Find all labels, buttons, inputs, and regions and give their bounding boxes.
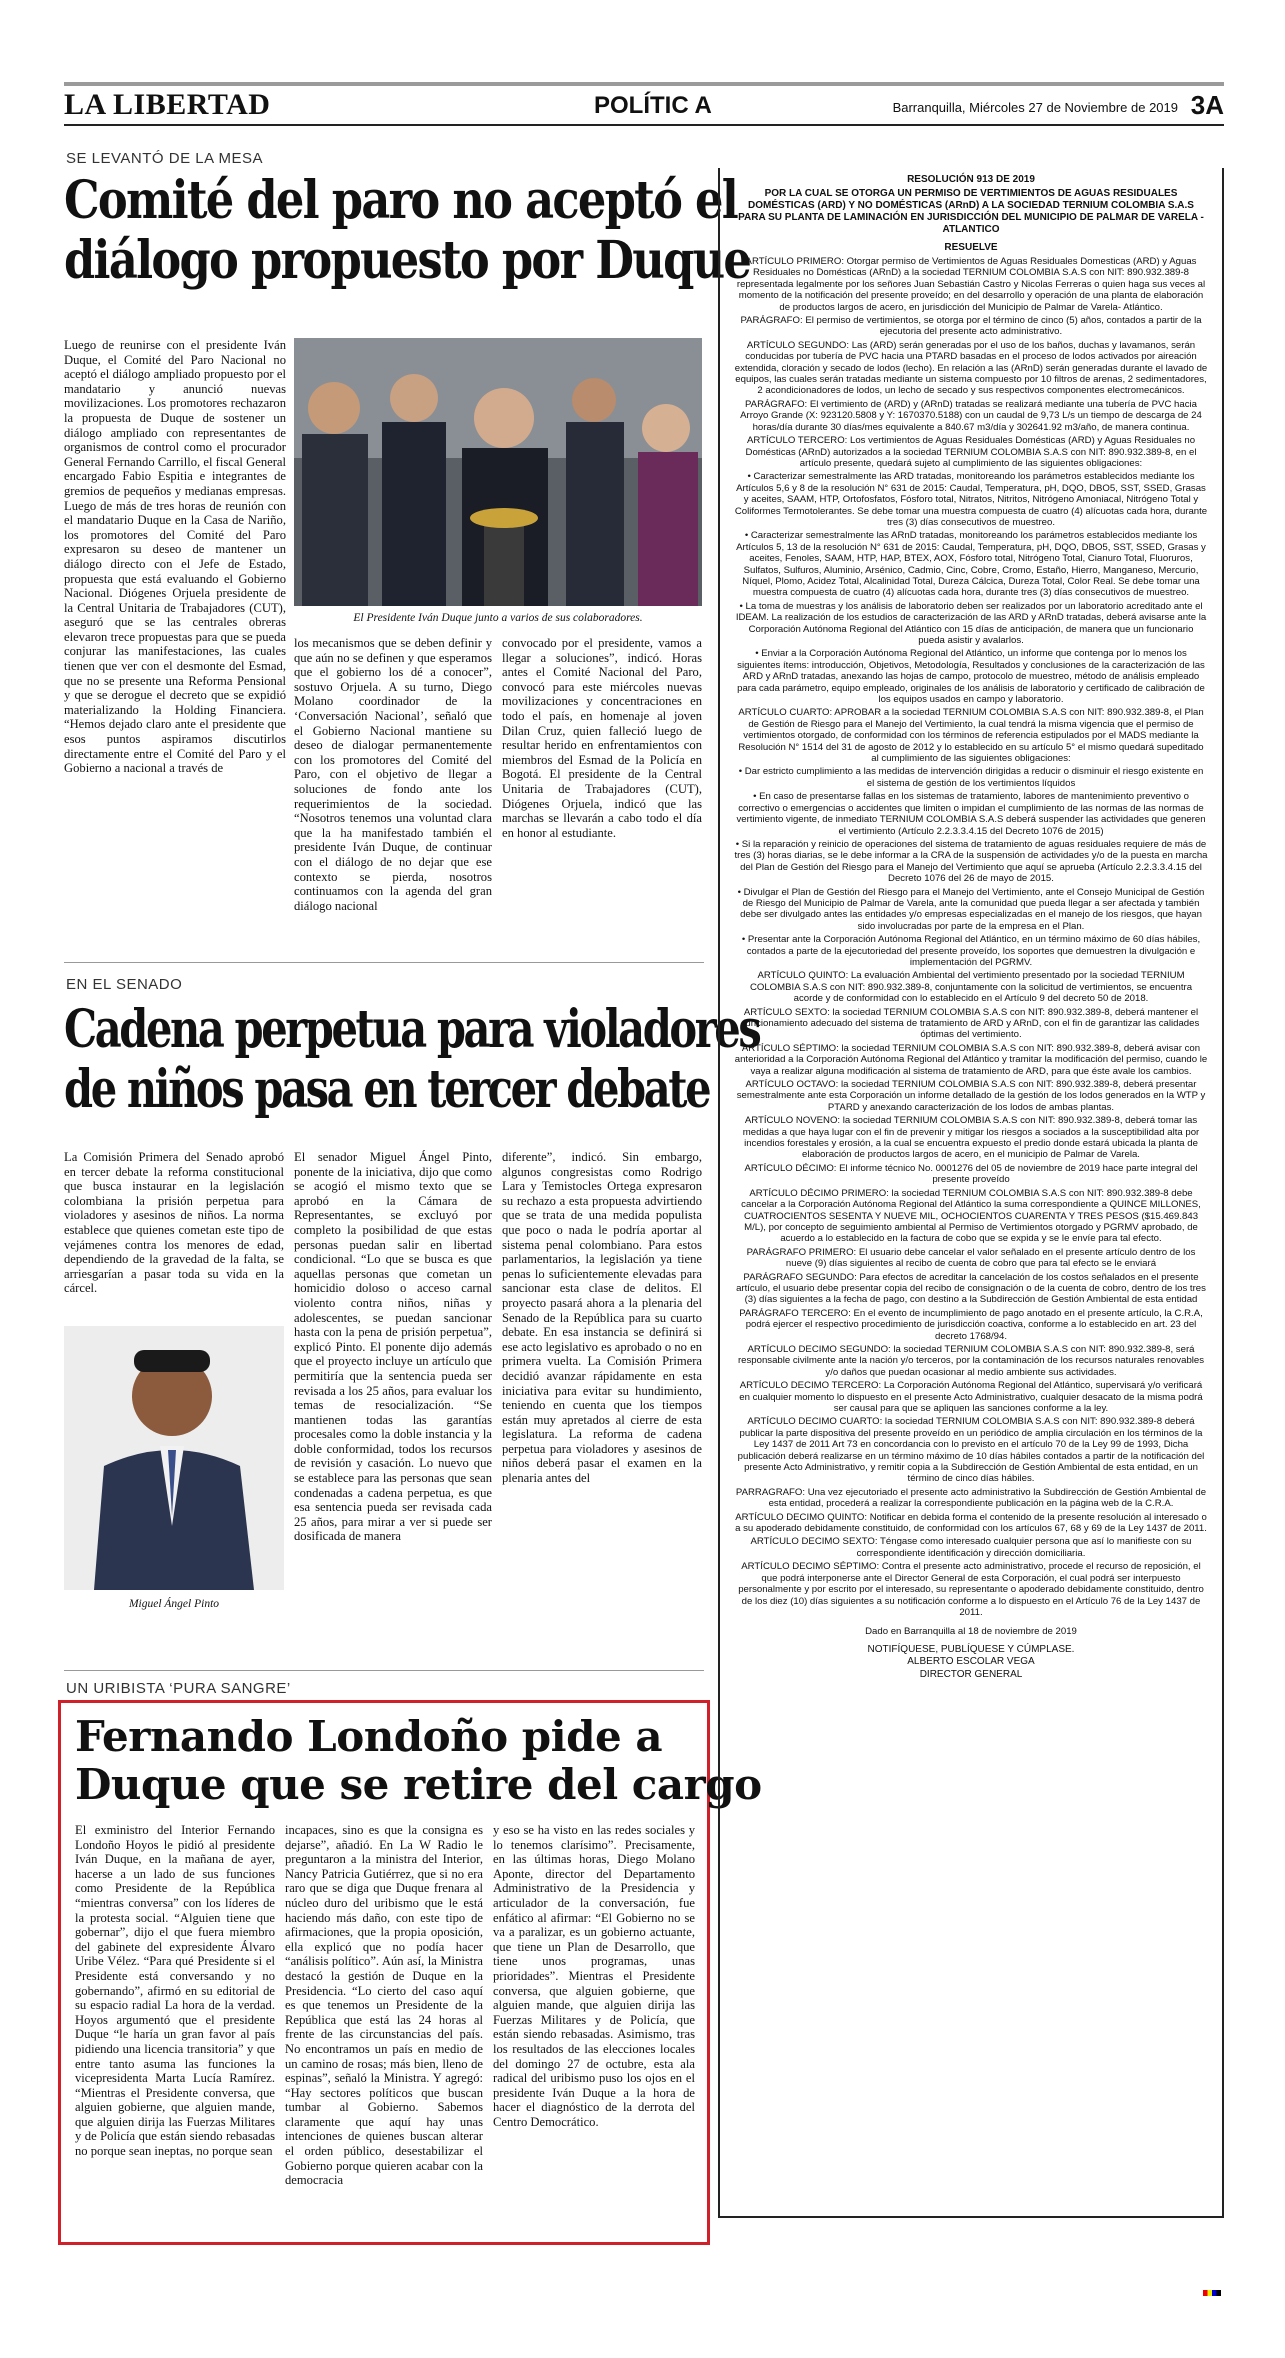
kicker: UN URIBISTA ‘PURA SANGRE’ bbox=[66, 1680, 291, 1697]
story-column-3: y eso se ha visto en las redes sociales y lo tenemos clarísimo”. Precisamente, en las últimas horas, Diego Molano Aponte, director del Departamento Administrativo de la Presidencia y articulador de la conversación, fue enfático al afirmar: “El Gobierno no se va a paralizar, es un gobierno actuante, que tiene un Plan de Desarrollo, que tiene unos programas, unas prioridades”. Mientras el Presidente conversa, que alguien gobierne, que alguien mande, que alguien dirija las Fuerzas Militares y de Policía, que están siendo rebasadas. Asimismo, tras los resultados de las elecciones locales del domingo 27 de octubre, esta ala radical del uribismo puso los ojos en el presidente Iván Duque a la hora de hacer el diagnóstico de la derrota del Centro Democrático. bbox=[493, 1823, 695, 2129]
resolution-paragraph: ARTÍCULO SÉPTIMO: la sociedad TERNIUM COLOMBIA S.A.S con NIT: 890.932.389-8, deberá avisar con anterioridad a la Corporación Autónoma Regional del Atlántico y tramitar la modificación del permiso, cuando le vaya a realizar alguna modificación al sistema de tratamiento de ARD, para que éste avale los cambios. bbox=[734, 1042, 1208, 1077]
story-column-3: convocado por el presidente, vamos a llegar a soluciones”, indicó. Horas antes el Comité Nacional del Paro, convocó para este miércoles nuevas movilizaciones y concentraciones en todo el país, en homenaje al joven Dilan Cruz, quien falleció luego de resultar herido en enfrentamientos con miembros del Esmad de la Policía en Bogotá. El presidente de la Central Unitaria de Trabajadores (CUT), Diógenes Orjuela, indicó que las marchas se llevarán a cabo todo el día en honor al estudiante. bbox=[502, 636, 702, 840]
resolution-paragraph: ARTÍCULO DECIMO CUARTO: la sociedad TERNIUM COLOMBIA S.A.S con NIT: 890.932.389-8 deberá publicar la parte dispositiva del presente proveído en un periódico de amplia circulación en los términos de la Ley 1437 de 2011 Art 73 en concordancia con lo previsto en el artículo 70 de la Ley 99 de 1993, Dicha publicación deberá realizarse en un término máximo de 10 días hábiles contados a partir de la notificación del presente Acto Administrativo, y remitir copia a la Subdirección de Gestión Ambiental de esta entidad, en un término de cinco días hábiles. bbox=[737, 1416, 1205, 1485]
signature-block bbox=[734, 1644, 1208, 1682]
resolution-paragraph: • Presentar ante la Corporación Autónoma Regional del Atlántico, en un término máximo de 60 días hábiles, contados a parte de la ejecutoriedad del presente proveído, los soportes que demuestren la divulgación e implementación del PGRMV. bbox=[741, 934, 1201, 968]
resolution-notice bbox=[718, 168, 1224, 2218]
signer-name: ALBERTO ESCOLAR VEGA bbox=[907, 1656, 1035, 1668]
resolution-paragraph: ARTÍCULO PRIMERO: Otorgar permiso de Vertimientos de Aguas Residuales Domesticas (ARD) y Aguas Residuales no Domésticas (ARnD) a la sociedad TERNIUM COLOMBIA S.A.S con NIT: 890.932.389-8 representada legalmente por los señores Juan Sebastián Castro y Nicolas Ferreras o quien haga sus veces al momento de la notificación del presente proveído; en del desarrollo y operación de una planta de elaboración de productos largos de acero, en jurisdicción del Municipio de Palmar de Varela- Atlántico. bbox=[736, 256, 1206, 313]
resolution-title: RESOLUCIÓN 913 DE 2019 bbox=[907, 174, 1035, 185]
resolution-paragraph: ARTÍCULO TERCERO: Los vertimientos de Aguas Residuales Domésticas (ARD) y Aguas Residuales no Domésticas (ARnD) autorizados a la sociedad TERNIUM COLOMBIA S.A.S con NIT: 890.932.389-8, en el artículo presente, quedará sujeto al cumplimiento de las siguientes obligaciones: bbox=[745, 435, 1197, 469]
page-number: 3A bbox=[1190, 90, 1224, 120]
closing-formula: NOTIFÍQUESE, PUBLÍQUESE Y CÚMPLASE. bbox=[867, 1643, 1075, 1655]
resolution-paragraph: ARTÍCULO NOVENO: la sociedad TERNIUM COLOMBIA S.A.S con NIT: 890.932.389-8, deberá tomar las medidas a que haya lugar con el fin de prevenir y mitigar los riesgos a sociados a la susceptibilidad alta por incendios forestales y erosión, a la cual se encuentra expuesto el predio donde estará ubicada la planta de elaboración de productos largos de acero, en el municipio de Palmar de Varela. bbox=[742, 1115, 1200, 1161]
resolution-paragraph: PARRAGRAFO: Una vez ejecutoriado el presente acto administrativo la Subdirección de Gestión Ambiental de esta entidad, procederá a realizar la correspondiente publicación en la página web de la C.R.A. bbox=[735, 1486, 1207, 1510]
photo-caption: El Presidente Iván Duque junto a varios de sus colaboradores. bbox=[353, 612, 643, 624]
resolution-articles bbox=[734, 256, 1208, 1618]
photo-caption: Miguel Ángel Pinto bbox=[128, 1598, 220, 1610]
story-column-2: incapaces, sino es que la consigna es dejarse”, añadió. En La W Radio le preguntaron a la ministra del Interior, Nancy Patricia Gutiérrez, que si no era raro que se diga que Duque frenara al núcleo duro del uribismo que le está haciendo más daño, con este tipo de afirmaciones, que la propia oposición, ella explicó que no podía hacer “análisis político”. Aún así, la Ministra destacó la gestión de Duque en la Presidencia. “Lo cierto del caso aquí es que tenemos un Presidente de la República que está las 24 horas al frente de las circunstancias del país. No encontramos un país en medio de un camino de rosas; más bien, lleno de espinas”, señaló la Ministra. Y agregó: “Hay sectores políticos que buscan tumbar al Gobierno. Sabemos claramente que aquí hay unas intenciones de quienes buscan alterar el orden público, desestabilizar el Gobierno porque quieren acabar con la democracia bbox=[285, 1823, 483, 2188]
resolution-paragraph: ARTÍCULO DECIMO QUINTO: Notificar en debida forma el contenido de la presente resolución al interesado o a su apoderado debidamente constituido, de conformidad con los artículos 67, 68 y 69 de la Ley 1437 de 2011. bbox=[735, 1511, 1207, 1535]
signer-title: DIRECTOR GENERAL bbox=[919, 1668, 1023, 1680]
resolution-paragraph: ARTÍCULO DECIMO SEXTO: Téngase como interesado cualquier persona que así lo manifieste con su correspondiente identificación y dirección domiciliaria. bbox=[750, 1536, 1192, 1559]
resolution-paragraph: ARTÍCULO CUARTO: APROBAR a la sociedad TERNIUM COLOMBIA S.A.S con NIT: 890.932.389-8, el Plan de Gestión de Riesgo para el Manejo del Vertimiento, la cual tendrá la misma vigencia que el permiso de vertimientos otorgado, de conformidad con los términos de referencia estipulados por el MADS mediante la Resolución N° 1514 del 31 de agosto de 2012 y lo establecido en su artículo 5° el mismo quedará supeditado al cumplimiento de las siguientes obligaciones: bbox=[738, 707, 1204, 765]
resolution-paragraph: • En caso de presentarse fallas en los sistemas de tratamiento, labores de mantenimiento preventivo o correctivo o emergencias o accidentes que limiten o impidan el cumplimiento de las normas de las normas de vertimiento vigente, de inmediato TERNIUM COLOMBIA S.A.S deberá suspender las actividades que generen el vertimiento (Artículo 2.2.3.3.4.15 del Decreto 1076 de 2015) bbox=[736, 791, 1206, 837]
story-divider bbox=[64, 962, 704, 963]
story-column-1: La Comisión Primera del Senado aprobó en tercer debate la reforma constitucional que busca instaurar en la legislación colombiana la prisión perpetua para violadores y asesinos de niños. La norma establece que quienes cometan este tipo de vejámenes contra los menores de edad, dependiendo de la gravedad de la falta, se arriesgarían a pasar toda su vida en la cárcel. bbox=[64, 1150, 284, 1296]
photo-duque-colaboradores bbox=[294, 338, 702, 606]
story-column-3: diferente”, indicó. Sin embargo, algunos congresistas como Rodrigo Lara y Temistocles Ortega expresaron su rechazo a esta propuesta advirtiendo que se trata de una medida populista que poco o nada le podría aportar al sistema penal colombiano. Para estos parlamentarios, la legislación ya tiene penas lo suficientemente elevadas para sancionar esta clase de delitos. El proyecto pasará ahora a la plenaria del Senado de la República para su cuarto debate. En esa instancia se definirá si ese acto legislativo es aprobado o no en primera vuelta. La Comisión Primera decidió avanzar rápidamente en esta iniciativa para evitar su hundimiento, teniendo en cuenta que los tiempos están muy apretados al cierre de esta legislatura. La reforma de cadena perpetua para violadores y asesinos de niños deberá pasar el examen en la plenaria antes del bbox=[502, 1150, 702, 1486]
headline-line-2: Duque que se retire del cargo bbox=[75, 1760, 762, 1809]
photo-miguel-angel-pinto bbox=[64, 1326, 284, 1590]
header-rule bbox=[64, 124, 1224, 126]
top-rule bbox=[64, 82, 1224, 86]
resolution-paragraph: • Caracterizar semestralmente las ARnD tratadas, monitoreando los parámetros establecidos mediante los Artículos 5, 13 de la resolución N° 631 de 2015: Caudal, Temperatura, pH, DQO, DBO5, SST, SSED, Grasas y aceites, Fenoles, SAAM, HTP, HAP, BTEX, AOX, Fósforo total, Nitrógeno Total, Cianuro Total, Fluoruros, Sulfatos, Sulfuros, Aluminio, Arsénico, Cadmio, Cinc, Cobre, Cromo, Estaño, Hierro, Manganeso, Mercurio, Níquel, Plomo, Acidez Total, Alcalinidad Total, Dureza Cálcica, Dureza Total, Color Real. Se debe tomar una muestra compuesta de cuatro (4) alícuotas cada hora, durante tres (3) días consecutivos de muestreo. bbox=[736, 530, 1206, 599]
resolution-paragraph: • Caracterizar semestralmente las ARD tratadas, monitoreando los parámetros establecidos mediante los Artículos 5,6 y 8 de la resolución N° 631 de 2015: Caudal, Temperatura, pH, DQO, DBO5, SST, SSED, Grasas y aceites, SAAM, HTP, Ortofosfatos, Fósforo total, Nitratos, Nitritos, Nitrógeno Amoniacal, Nitrógeno Total y Coliformes Termotolerantes. Se debe tomar una muestra compuesta de cuatro (4) alícuotas cada hora, durante tres (3) días consecutivos de muestreo. bbox=[734, 471, 1208, 528]
story-column-1: El exministro del Interior Fernando Londoño Hoyos le pidió al presidente Iván Duque, en la mañana de ayer, hacerse a un lado de sus funciones como Presidente de la República “mientras conversa” con los líderes de la protesta social. “Alguien tiene que gobernar”, dijo el que fuera miembro del gabinete del expresidente Álvaro Uribe Vélez. “Para qué Presidente si el Presidente está conversando y no gobernando”, afirmó en su editorial de su espacio radial La hora de la verdad. Hoyos argumentó que el presidente Duque “le haría un gran favor al país pidiendo una licencia transitoria” y que entre tanto asuma las funciones la vicepresidenta Marta Lucía Ramírez. “Mientras el Presidente conversa, que alguien gobierne, que alguien mande, que alguien dirija las Fuerzas Militares y de Policía que están siendo rebasadas no porque sean ineptas, no porque sean bbox=[75, 1823, 275, 2159]
headline-line-1: Fernando Londoño pide a bbox=[75, 1712, 663, 1761]
page-header bbox=[64, 88, 1224, 122]
resolution-paragraph: ARTÍCULO QUINTO: La evaluación Ambiental del vertimiento presentado por la sociedad TERNIUM COLOMBIA S.A.S con NIT: 890.932.389-8, conjuntamente con la solicitud de vertimientos, se encuentra acorde y de conformidad con lo establecido en el Artículo 9 del decreto 50 de 2018. bbox=[749, 970, 1193, 1005]
story-divider bbox=[64, 1670, 704, 1671]
resolution-paragraph: • Enviar a la Corporación Autónoma Regional del Atlántico, un informe que contenga por lo menos los siguientes ítems: introducción, Objetivos, Metodología, Resultados y conclusiones de la caracterización de las ARD y ARnD tratadas, anexando las hojas de campo, protocolo de muestreo, método de análisis empleado para cada parámetro, equipo empleado, originales de los análisis de laboratorio y certificado de calibración de los equipos usados en campo y laboratorio. bbox=[737, 648, 1205, 706]
resolution-paragraph: PARÁGRAFO PRIMERO: El usuario debe cancelar el valor señalado en el presente artículo dentro de los nueve (9) días siguientes al recibo de cuenta de cobro que para tal efecto se le enviará bbox=[746, 1246, 1196, 1270]
resolution-paragraph: ARTÍCULO DÉCIMO: El informe técnico No. 0001276 del 05 de noviembre de 2019 hace parte integral del presente proveído bbox=[744, 1162, 1198, 1186]
dateline: Barranquilla, Miércoles 27 de Noviembre de 2019 bbox=[892, 100, 1178, 115]
headline-line-1: Comité del paro no aceptó el bbox=[64, 170, 738, 231]
resolution-paragraph: PARÁGRAFO: El permiso de vertimientos, se otorga por el término de cinco (5) años, contados a partir de la ejecutoria del presente acto administrativo. bbox=[740, 315, 1202, 338]
resolution-paragraph: • Divulgar el Plan de Gestión del Riesgo para el Manejo del Vertimiento, ante el Consejo Municipal de Gestión de Riesgo del Municipio de Palmar de Varela, ante la comunidad que pueda llegar a ser afectada y también debe ser divulgado antes las entidades y/o empresas especializadas en el manejo de los riesgos, que hayan sido involucradas por parte de la empresa en el Plan. bbox=[737, 886, 1205, 932]
resolution-paragraph: PARÁGRAFO TERCERO: En el evento de incumplimiento de pago anotado en el presente artículo, la C.R.A, podrá ejercer el respectivo procedimiento de jurisdicción coactiva, conforme a lo establecido en art. 23 del decreto 1768/94. bbox=[739, 1307, 1203, 1342]
resolution-paragraph: ARTÍCULO DECIMO SEGUNDO: la sociedad TERNIUM COLOMBIA S.A.S con NIT: 890.932.389-8, será responsable civilmente ante la nación y/o terceros, por la contaminación de los recursos naturales renovables y/o daños que puedan ocasionar al medio ambiente sus actividades. bbox=[737, 1343, 1205, 1378]
resolution-paragraph: ARTÍCULO OCTAVO: la sociedad TERNIUM COLOMBIA S.A.S con NIT: 890.932.389-8, deberá presentar semestralmente ante esta Corporación un informe detallado de la gestión de los lodos generados en la WTP y PTARD y anexando caracterización de los lodos de ambas plantas. bbox=[736, 1079, 1206, 1113]
resolution-paragraph: ARTÍCULO DÉCIMO PRIMERO: la sociedad TERNIUM COLOMBIA S.A.S con NIT: 890.932.389-8 debe cancelar a la Corporación Autónoma Regional del Atlántico la suma correspondiente a QUINCE MILLONES, CUATROCIENTOS SESENTA Y NUEVE MIL, OCHOCIENTOS CUARENTA Y TRES PESOS ($15.469.843 M/L), por concepto de seguimiento ambiental al Permiso de Vertimientos otorgado y PGRMV aprobado, de acuerdo a lo establecido en la factura de cobo que se expida y se le envíe para tal efecto. bbox=[741, 1187, 1201, 1245]
headline-line-1: Cadena perpetua para violadores bbox=[64, 999, 760, 1060]
resolution-resuelve: RESUELVE bbox=[944, 242, 998, 253]
headline-line-2: de niños pasa en tercer debate bbox=[64, 1059, 710, 1120]
story-londono-box bbox=[58, 1700, 762, 2245]
headline-line-2: diálogo propuesto por Duque bbox=[64, 230, 751, 291]
kicker: SE LEVANTÓ DE LA MESA bbox=[66, 150, 263, 167]
resolution-paragraph: • La toma de muestras y los análisis de laboratorio deben ser realizados por un laboratorio acreditado ante el IDEAM. La realización de los estudios de caracterización de las ARD y ARnD tratadas, deberá avisarse ante la Corporación Autónoma Regional del Atlántico con 15 días de anticipación, de manera que un funcionario pueda asistir y avalarlos. bbox=[735, 600, 1207, 646]
resolution-paragraph: • Dar estricto cumplimiento a las medidas de intervención dirigidas a reducir o disminuir el riesgo existente en el sistema de gestión de los vertimientos líquidos bbox=[738, 766, 1204, 789]
section-name: POLÍTIC A bbox=[594, 92, 712, 119]
story-column-1: Luego de reunirse con el presidente Iván Duque, el Comité del Paro Nacional no aceptó el diálogo ampliado propuesto por el mandatario y anunció nuevas movilizaciones. Los promotores rechazaron la propuesta de Duque de sostener un diálogo ampliado con representantes de organismos de control como el procurador General Fernando Carrillo, el fiscal General encargado Fabio Espitia e integrantes de gremios de pequeños y medianas empresas. Luego de más de tres horas de reunión con el mandatario Duque en la Casa de Nariño, los promotores del Comité del Paro expresaron su deseo de mantener un diálogo directo con el Jefe de Estado, propuesta que está evaluando el Gobierno Nacional. Diógenes Orjuela presidente de la Central Unitaria de Trabajadores (CUT), aseguró que se las centrales obreras elevaron trece propuestas para que se pueda conjurar las manifestaciones, las cuales tienen que ver con el desmonte del Esmad, que no se presente una Reforma Pensional y que se derogue el decreto que se expidió materializando la Holding Financiera. “Hemos dejado claro ante el presidente que esos puntos aspiramos discutirlos directamente entre el Comité del Paro y el Gobierno a nacional a través de bbox=[64, 338, 286, 776]
resolution-paragraph: ARTÍCULO DECIMO SÉPTIMO: Contra el presente acto administrativo, procede el recurso de reposición, el que podrá interponerse ante el Director General de esta Corporación, el cual podrá ser interpuesto personalmente y por escrito por el interesado, su representante o apoderado debidamente constituido, dentro de los diez (10) días siguientes a su notificación conforme a lo dispuesto en el Artículo 76 de la Ley 1437 de 2011. bbox=[738, 1561, 1204, 1618]
resolution-paragraph: ARTÍCULO SEGUNDO: Las (ARD) serán generadas por el uso de los baños, duchas y lavamanos, serán conducidas por tubería de PVC hacia una PTARD basadas en el proceso de lodos activados por aireación extendida, cloración y secado de lodos (lecho). En relación a las (ARnD) serán generadas durante el lavado de equipos, las cuales serán tratadas mediante un sistema compuesto por 10 filtros de arenas, 2 sedimentadores, 2 acondicionadores de lodos, un lecho de secado y sus respectivos componentes electromecánicos. bbox=[734, 339, 1208, 397]
resolution-paragraph: PARÁGRAFO: El vertimiento de (ARD) y (ARnD) tratadas se realizará mediante una tubería de PVC hacia Arroyo Grande (X: 923120.5808 y Y: 1670370.5188) con un caudal de 9,73 L/s un tiempo de descarga de 24 horas/día durante 30 días/mes equivalente a 840.67 m3/día y 302641.92 m3/año, de manera continua. bbox=[740, 398, 1202, 433]
resolution-paragraph: ARTÍCULO SEXTO: la sociedad TERNIUM COLOMBIA S.A.S con NIT: 890.932.389-8, deberá mantener el funcionamiento adecuado del sistema de tratamiento de ARD y ARnD, con el fin de garantizar las calidades óptimas del vertimiento. bbox=[742, 1006, 1200, 1041]
print-color-bar bbox=[1203, 2290, 1221, 2296]
story-column-2: El senador Miguel Ángel Pinto, ponente de la iniciativa, dijo que como se acogió el mismo texto que se aprobó en la Cámara de Representantes, se excluyó por completo la posibilidad de que estas personas puedan salir en libertad condicional. “Lo que se busca es que aquellas personas que cometan un homicidio doloso o acceso carnal violento contra niños, niñas y adolescentes, se puedan sancionar hasta con la pena de prisión perpetua”, explicó Pinto. El ponente dijo además que el proyecto incluye un artículo que permitiría que la sentencia pueda ser revisada a los 25 años, para evaluar los temas de resocialización. “Se mantienen todas las garantías procesales como la doble instancia y la doble conformidad, todos los recursos de revisión y casación. Lo nuevo que se establece para las personas que sean condenadas a cadena perpetua, es que esa sentencia pueda ser revisada cada 25 años, para mirar a ver si puede ser dosificada de manera bbox=[294, 1150, 492, 1544]
photo-illustration bbox=[294, 338, 702, 606]
story-column-2: los mecanismos que se deben definir y que aún no se definen y que esperamos que el gobierno los dé a conocer”, sostuvo Orjuela. A su turno, Diego Molano coordinador de la ‘Conversación Nacional’, señaló que el Gobierno Nacional mantiene su deseo de dialogar permanentemente con los promotores del Comité del Paro, con el objetivo de llegar a soluciones de fondo ante los requerimientos de la sociedad. “Nosotros tenemos una voluntad clara que la ha manifestado también el presidente Iván Duque, de continuar con el diálogo de no dejar que ese contexto se pierda, nosotros continuamos con la agenda del gran diálogo nacional bbox=[294, 636, 492, 913]
resolution-paragraph: ARTÍCULO DECIMO TERCERO: La Corporación Autónoma Regional del Atlántico, supervisará y/o verificará en cualquier momento lo dispuesto en el presente Acto Administrativo, cualquier desacato de la misma podrá ser causal para que se apliquen las sanciones conforme a la ley. bbox=[739, 1380, 1203, 1414]
resolution-dated: Dado en Barranquilla al 18 de noviembre de 2019 bbox=[865, 1626, 1077, 1638]
resolution-paragraph: PARÁGRAFO SEGUNDO: Para efectos de acreditar la cancelación de los costos señalados en el presente artículo, el usuario debe presentar copia del recibo de consignación o de la cuenta de cobro, dentro de los tres (3) días siguientes a la fecha de pago, con destino a la Subdirección de Gestión Ambiental de esta entidad bbox=[736, 1271, 1206, 1306]
masthead: LA LIBERTAD bbox=[64, 88, 271, 121]
photo-illustration bbox=[64, 1326, 284, 1590]
kicker: EN EL SENADO bbox=[66, 976, 183, 993]
resolution-paragraph: • Si la reparación y reinicio de operaciones del sistema de tratamiento de aguas residuales requiere de más de tres (3) horas diarias, se le debe informar a la CRA de la suspensión de actividades y/o de la puesta en marcha del Plan de Gestión del Riesgo para el Manejo del Vertimiento que aquí se aprueba (Artículo 2.2.3.3.4.15 del Decreto 1076 del 26 de mayo de 2015. bbox=[734, 838, 1208, 885]
resolution-subtitle: POR LA CUAL SE OTORGA UN PERMISO DE VERTIMIENTOS DE AGUAS RESIDUALES DOMÉSTICAS (ARD) Y NO DOMÉSTICAS (ARnD) A LA SOCIEDAD TERNIUM COLOMBIA S.A.S PARA SU PLANTA DE LAMINACIÓN EN JURISDICCIÓN DEL MUNICIPIO DE PALMAR DE VARELA -ATLANTICO bbox=[738, 188, 1204, 235]
